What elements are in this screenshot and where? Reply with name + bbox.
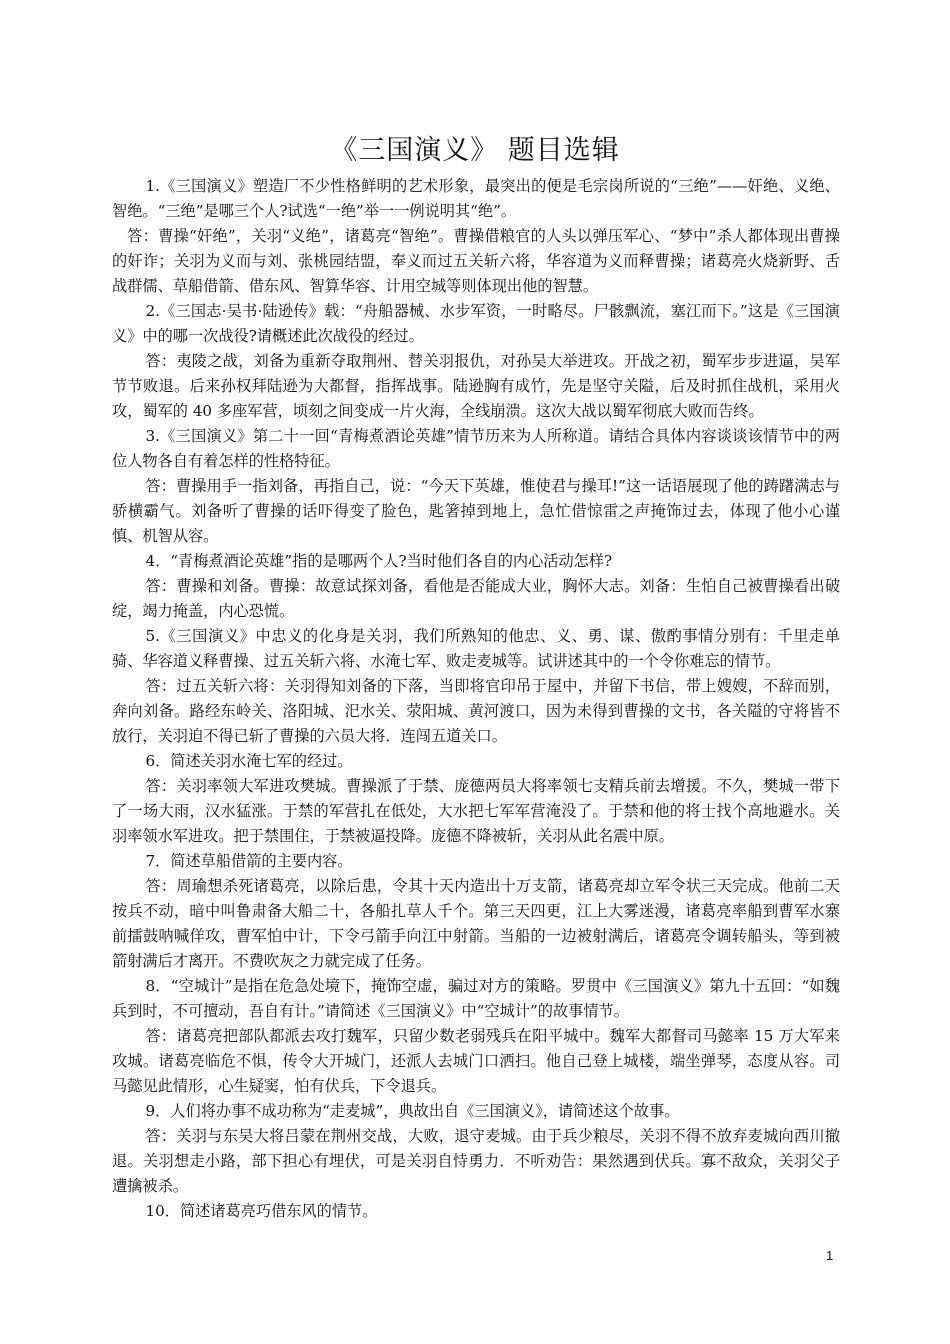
question-9: 9．人们将办事不成功称为“走麦城”，典故出自《三国演义》，请简述这个故事。 xyxy=(145,1102,680,1120)
question-6: 6．简述关羽水淹七军的经过。 xyxy=(145,752,353,770)
question-4: 4．“青梅煮酒论英雄”指的是哪两个人?当时他们各自的内心活动怎样? xyxy=(145,552,613,570)
answer-9: 答：关羽与东吴大将吕蒙在荆州交战，大败，退守麦城。由于兵少粮尽，关羽不得不放弃麦城向西川撤退。关羽想走小路，部下担心有埋伏，可是关羽自恃勇力．不听劝告：果然遇到伏兵。寡不敌众，关羽父子遭擒被杀。 xyxy=(112,1127,840,1195)
question-10: 10．简述诸葛亮巧借东风的情节。 xyxy=(145,1202,378,1220)
answer-5: 答：过五关斩六将：关羽得知刘备的下落，当即将官印吊于屋中，并留下书信，带上嫂嫂，不辞而别，奔向刘备。路经东岭关、洛阳城、汜水关、荥阳城、黄河渡口，因为未得到曹操的文书，各关隘的守将皆不放行，关羽迫不得已斩了曹操的六员大将．连闯五道关口。 xyxy=(112,677,840,745)
document-body xyxy=(112,174,840,1224)
answer-1: 答：曹操“奸绝”，关羽“义绝”，诸葛亮“智绝”。曹操借粮官的人头以弹压军心、“梦中”杀人都体现出曹操的奸诈；关羽为义而与刘、张桃园结盟，奉义而过五关斩六将，华容道为义而释曹操；诸葛亮火烧新野、舌战群儒、草船借箭、借东风、智算华容、计用空城等则体现出他的智慧。 xyxy=(112,227,840,295)
question-5: 5.《三国演义》中忠义的化身是关羽，我们所熟知的他忠、义、勇、谋、傲酌事情分别有：千里走单骑、华容道义释曹操、过五关斩六将、水淹七军、败走麦城等。试讲述其中的一个令你难忘的情节。 xyxy=(112,627,840,670)
answer-2: 答：夷陵之战，刘备为重新夺取荆州、替关羽报仇，对孙吴大举进攻。开战之初，蜀军步步进逼，吴军节节败退。后来孙权拜陆逊为大都督，指挥战事。陆逊胸有成竹，先是坚守关隘，后及时抓住战机，采用火攻，蜀军的 40 多座军营，顷刻之间变成一片火海，全线崩溃。这次大战以蜀军彻底大败而告终。 xyxy=(112,352,840,420)
answer-6: 答：关羽率领大军进攻樊城。曹操派了于禁、庞德两员大将率领七支精兵前去增援。不久，樊城一带下了一场大雨，汉水猛涨。于禁的军营扎在低处，大水把七军军营淹没了。于禁和他的将士找个高地避水。关羽率领水军进攻。把于禁围住，于禁被逼投降。庞德不降被斩，关羽从此名震中原。 xyxy=(112,777,840,845)
answer-8: 答：诸葛亮把部队都派去攻打魏军，只留少数老弱残兵在阳平城中。魏军大都督司马懿率 15 万大军来攻城。诸葛亮临危不惧，传令大开城门，还派人去城门口洒扫。他自己登上城楼，端坐弹琴，态度从容。司马懿见此情形，心生疑窦，怕有伏兵，下令退兵。 xyxy=(112,1027,840,1095)
answer-3: 答：曹操用手一指刘备，再指自己，说：“今天下英雄，惟使君与操耳!”这一话语展现了他的踌躇满志与骄横霸气。刘备听了曹操的话吓得变了脸色，匙箸掉到地上，急忙借惊雷之声掩饰过去，体现了他小心谨慎、机智从容。 xyxy=(112,477,840,545)
page-number: 1 xyxy=(826,1248,834,1263)
question-3: 3.《三国演义》第二十一回“青梅煮酒论英雄”情节历来为人所称道。请结合具体内容谈谈该情节中的两位人物各自有着怎样的性格特征。 xyxy=(112,427,840,470)
answer-7: 答：周瑜想杀死诸葛亮，以除后患，令其十天内造出十万支箭，诸葛亮却立军令状三天完成。他前二天按兵不动，暗中叫鲁肃备大船二十，各船扎草人千个。第三天四更，江上大雾迷漫，诸葛亮率船到曹军水寨前擂鼓呐喊佯攻，曹军怕中计，下令弓箭手向江中射箭。当船的一边被射满后，诸葛亮令调转船头，等到被箭射满后才离开。不费吹灰之力就完成了任务。 xyxy=(112,877,840,970)
question-1: 1.《三国演义》塑造厂不少性格鲜明的艺术形象，最突出的便是毛宗岗所说的“三绝”——奸绝、义绝、智绝。“三绝”是哪三个人?试选“一绝”举一一例说明其“绝”。 xyxy=(112,177,840,220)
question-7: 7．简述草船借箭的主要内容。 xyxy=(145,852,353,870)
document-title: 《三国演义》 题目选辑 xyxy=(330,135,620,166)
question-8: 8．“空城计”是指在危急处境下，掩饰空虚，骗过对方的策略。罗贯中《三国演义》第九十五回：“如魏兵到时，不可擅动，吾自有计。”请简述《三国演义》中“空城计”的故事情节。 xyxy=(112,977,840,1020)
question-2: 2.《三国志·吴书·陆逊传》载：“舟船器械、水步军资，一时略尽。尸骸飘流，塞江而下。”这是《三国演义》中的哪一次战役?请概述此次战役的经过。 xyxy=(112,302,840,345)
answer-4: 答：曹操和刘备。曹操：故意试探刘备，看他是否能成大业，胸怀大志。刘备：生怕自己被曹操看出破绽，竭力掩盖，内心恐慌。 xyxy=(112,577,840,620)
